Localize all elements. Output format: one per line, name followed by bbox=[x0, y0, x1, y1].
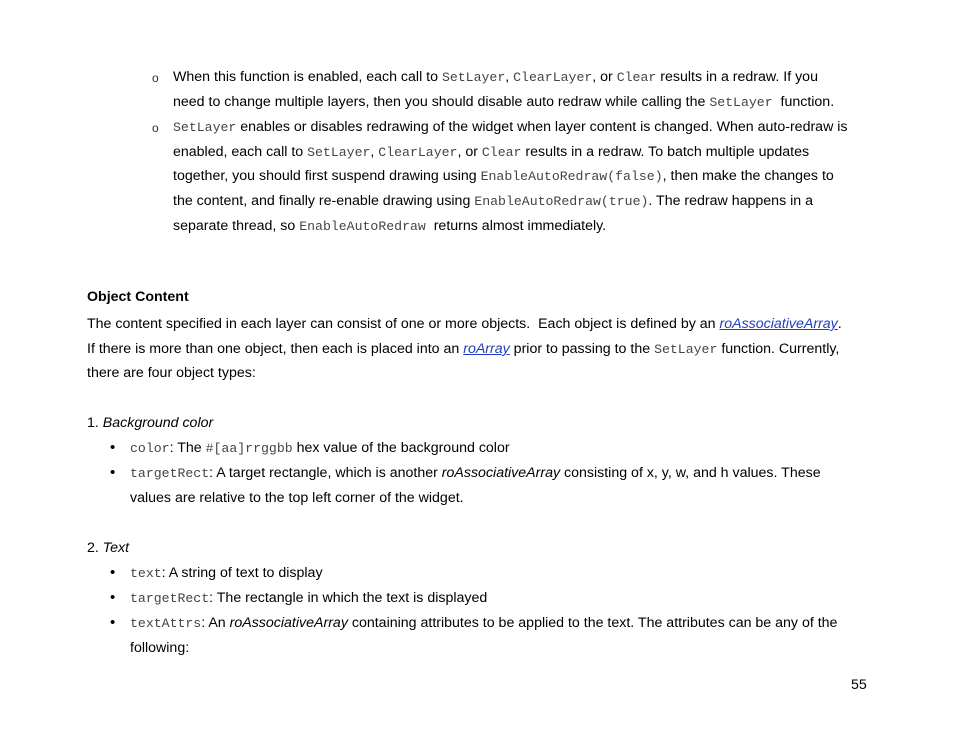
doc-link-roassociativearray[interactable]: roAssociativeArray bbox=[719, 316, 838, 332]
sub-bullet-2-line-3 bbox=[173, 167, 834, 186]
text-run: : The bbox=[169, 440, 206, 456]
code-term: ClearLayer bbox=[513, 70, 593, 85]
intro-line-3 bbox=[87, 364, 256, 382]
text-run: , or bbox=[457, 144, 482, 160]
code-term: color bbox=[130, 441, 170, 456]
text-run: need to change multiple layers, then you should disable auto redraw while calling the bbox=[173, 94, 710, 110]
object-type-heading bbox=[87, 414, 213, 432]
code-term: targetRect bbox=[130, 591, 210, 606]
bullet-marker: • bbox=[110, 439, 116, 456]
text-run: . The redraw happens in a bbox=[648, 193, 813, 209]
sub-bullet-2-line-4 bbox=[173, 192, 813, 211]
text-run: containing attributes to be applied to the text. The attributes can be any of the bbox=[347, 615, 838, 631]
bullet-color bbox=[130, 439, 510, 458]
sub-bullet-marker: o bbox=[152, 71, 159, 85]
object-type-heading bbox=[87, 539, 129, 557]
bullet-targetrect bbox=[130, 589, 487, 608]
intro-line-2 bbox=[87, 340, 839, 359]
intro-line-1 bbox=[87, 315, 842, 333]
text-run: enabled, each call to bbox=[173, 144, 308, 160]
text-run: function. Currently, bbox=[717, 341, 840, 357]
text-run: hex value of the background color bbox=[292, 440, 510, 456]
page-number: 55 bbox=[851, 677, 867, 693]
code-term: Clear bbox=[616, 70, 657, 85]
code-term: SetLayer bbox=[654, 342, 718, 357]
bullet-text bbox=[130, 564, 323, 583]
sub-bullet-2-line-5 bbox=[173, 217, 606, 236]
code-term: SetLayer bbox=[307, 145, 371, 160]
text-run: : A target rectangle, which is another bbox=[209, 465, 442, 481]
code-term: EnableAutoRedraw bbox=[299, 219, 426, 234]
text-run: there are four object types: bbox=[87, 365, 256, 381]
sub-bullet-2-line-2 bbox=[173, 143, 809, 162]
object-type-name: Background color bbox=[102, 415, 214, 431]
code-term: Clear bbox=[481, 145, 522, 160]
bullet-marker: • bbox=[110, 464, 116, 481]
bullet-textattrs-line-2 bbox=[130, 639, 189, 657]
sub-bullet-1-line-1 bbox=[173, 68, 818, 87]
text-run: together, you should first suspend drawing using bbox=[173, 168, 481, 184]
sub-bullet-marker: o bbox=[152, 121, 159, 135]
bullet-marker: • bbox=[110, 589, 116, 606]
sub-bullet-1-line-2 bbox=[173, 93, 834, 112]
code-term: targetRect bbox=[130, 466, 210, 481]
text-run: : The rectangle in which the text is displayed bbox=[209, 590, 488, 606]
text-run: When this function is enabled, each call to bbox=[173, 69, 442, 85]
text-run: , then make the changes to bbox=[662, 168, 834, 184]
text-run: The content specified in each layer can consist of one or more objects. Each object is defined by an bbox=[87, 316, 720, 332]
text-run: , bbox=[370, 144, 379, 160]
code-term: SetLayer bbox=[441, 70, 506, 85]
code-term: #[aa]rrggbb bbox=[205, 441, 293, 456]
section-heading: Object Content bbox=[87, 289, 189, 305]
text-run: If there is more than one object, then each is placed into an bbox=[87, 341, 464, 357]
code-term: EnableAutoRedraw(false) bbox=[480, 169, 663, 184]
text-run: . bbox=[837, 316, 842, 332]
text-run: consisting of x, y, w, and h values. These bbox=[560, 465, 821, 481]
code-term: SetLayer bbox=[173, 120, 237, 135]
code-term: text bbox=[130, 566, 162, 581]
text-run: function. bbox=[772, 94, 835, 110]
bullet-targetrect-line-1 bbox=[130, 464, 821, 483]
object-type-number: 2. bbox=[87, 540, 99, 556]
text-run: : A string of text to display bbox=[161, 565, 323, 581]
text-run: the content, and finally re-enable drawing using bbox=[173, 193, 475, 209]
text-run: , or bbox=[592, 69, 617, 85]
object-type-number: 1. bbox=[87, 415, 99, 431]
text-run: separate thread, so bbox=[173, 218, 300, 234]
bullet-marker: • bbox=[110, 614, 116, 631]
bullet-textattrs-line-1 bbox=[130, 614, 837, 633]
object-type-name: Text bbox=[102, 540, 130, 556]
sub-bullet-2-line-1 bbox=[173, 118, 848, 137]
text-run: following: bbox=[130, 640, 190, 656]
doc-link-roarray[interactable]: roArray bbox=[463, 341, 510, 357]
bullet-targetrect-line-2 bbox=[130, 489, 464, 507]
code-term: textAttrs bbox=[130, 616, 202, 631]
text-run: : An bbox=[201, 615, 230, 631]
code-term: SetLayer bbox=[709, 95, 773, 110]
text-run: values are relative to the top left corner of the widget. bbox=[130, 490, 464, 506]
text-run: results in a redraw. If you bbox=[656, 69, 818, 85]
text-run: prior to passing to the bbox=[509, 341, 655, 357]
bullet-marker: • bbox=[110, 564, 116, 581]
text-run: enables or disables redrawing of the widget when layer content is changed. When auto-redraw is bbox=[236, 119, 848, 135]
code-term: ClearLayer bbox=[378, 145, 458, 160]
text-run: results in a redraw. To batch multiple updates bbox=[521, 144, 810, 160]
italic-term: roAssociativeArray bbox=[441, 465, 561, 481]
code-term: EnableAutoRedraw(true) bbox=[474, 194, 649, 209]
text-run: returns almost immediately. bbox=[425, 218, 607, 234]
italic-term: roAssociativeArray bbox=[229, 615, 348, 631]
text-run: , bbox=[505, 69, 514, 85]
